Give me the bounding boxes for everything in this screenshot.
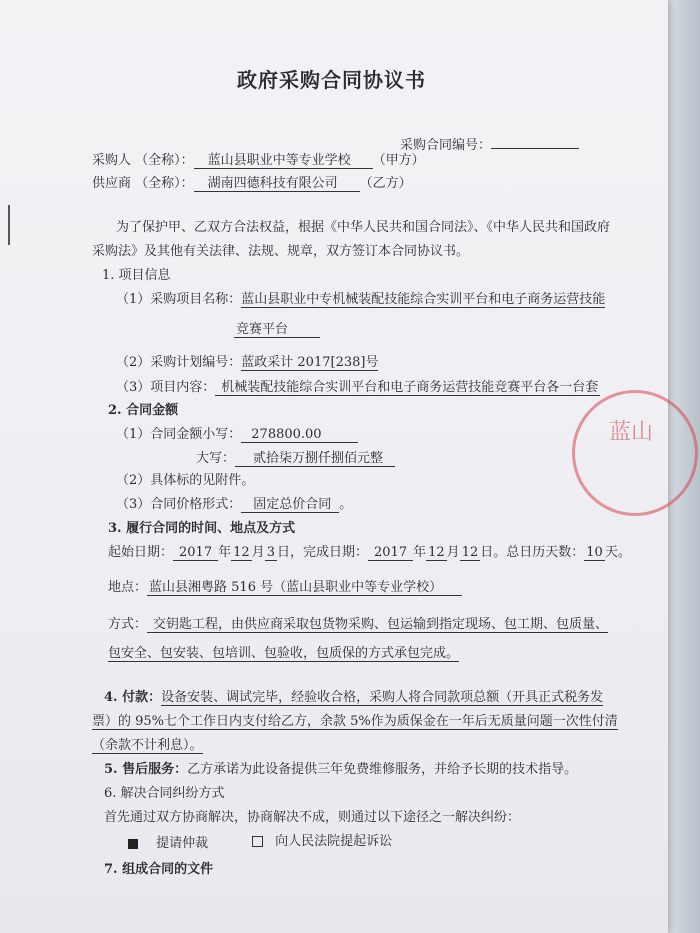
supplier-role: （乙方）	[359, 176, 412, 191]
section-5-heading: 5. 售后服务：	[104, 762, 188, 777]
checkbox-empty-icon	[252, 836, 263, 847]
contract-number-label: 采购合同编号：	[400, 138, 492, 153]
section-2-heading: 2. 合同金额	[108, 403, 179, 418]
amount-lower-row	[116, 427, 358, 443]
method-label: 方式：	[108, 617, 148, 632]
buyer-role: （甲方）	[372, 153, 425, 168]
amount-upper-value: 贰拾柒万捌仟捌佰元整	[235, 451, 395, 467]
place-row	[108, 580, 462, 596]
section-6-heading: 6. 解决合同纠纷方式	[104, 786, 225, 801]
method-line-2: 包安全、包安装、包培训、包验收，包质保的方式承包完成。	[108, 646, 460, 661]
official-seal: 蓝山	[572, 390, 698, 516]
plan-number-value: 蓝政采计 2017[238]号	[241, 355, 379, 370]
section-7-heading: 7. 组成合同的文件	[104, 862, 214, 877]
start-date-label: 起始日期：	[108, 545, 174, 560]
method-line-1: 交钥匙工程，由供应商采取包货物采购、包运输到指定现场、包工期、包质量、	[147, 617, 608, 633]
project-name-line-2: 竞赛平台	[234, 322, 320, 338]
amount-upper-label: 大写：	[196, 451, 236, 466]
dispute-text: 首先通过双方协商解决，协商解决不成，则通过以下途径之一解决纠纷：	[104, 810, 521, 825]
supplier-label: 供应商 （全称）：	[92, 176, 194, 191]
after-sales-text: 乙方承诺为此设备提供三年免费维修服务，并给予长期的技术指导。	[187, 762, 578, 777]
project-content-label: （3）项目内容：	[116, 380, 216, 395]
pen-mark	[8, 205, 10, 245]
section-1-heading: 1. 项目信息	[102, 268, 171, 283]
payment-line-1: 4. 付款：设备安装、调试完毕，经验收合格，采购人将合同款项总额（开具正式税务发	[104, 690, 604, 705]
buyer-label: 采购人 （全称）：	[92, 153, 194, 168]
supplier-row	[92, 176, 412, 192]
price-form-row: （3）合同价格形式： 固定总价合同 。	[116, 497, 353, 512]
intro-line-1: 为了保护甲、乙双方合法权益，根据《中华人民共和国合同法》、《中华人民共和国政府	[116, 220, 611, 235]
option-arbitration-label: 提请仲裁	[156, 836, 209, 851]
price-form-label: （3）合同价格形式：	[116, 497, 242, 512]
dates-row: 起始日期： 2017 年 12 月 3 日，完成日期： 2017 年 12 月 12 日。总日历天数： 10 天。	[108, 545, 631, 560]
project-name-row	[116, 292, 605, 308]
amount-lower-label: （1）合同金额小写：	[116, 427, 242, 442]
after-sales-row	[104, 762, 577, 778]
buyer-name: 蓝山县职业中等专业学校	[194, 153, 373, 169]
end-date-label: 完成日期：	[303, 545, 369, 560]
total-days-value: 10	[586, 545, 603, 560]
section-4-heading: 4. 付款：	[104, 690, 162, 705]
document-title: 政府采购合同协议书	[237, 68, 426, 92]
supplier-name: 湖南四德科技有限公司	[194, 176, 360, 192]
project-name-label: （1）采购项目名称：	[116, 292, 242, 307]
option-litigation-label: 向人民法院提起诉讼	[275, 834, 393, 849]
payment-line-3: （余款不计利息）。	[92, 738, 203, 753]
price-form-value: 固定总价合同	[241, 497, 339, 513]
section-3-heading: 3. 履行合同的时间、地点及方式	[108, 521, 296, 536]
place-label: 地点：	[108, 580, 148, 595]
plan-number-row	[116, 355, 378, 371]
checkbox-checked-icon	[128, 839, 138, 849]
option-arbitration	[128, 836, 208, 852]
project-content-value: 机械装配技能综合实训平台和电子商务运营技能竞赛平台各一台套	[215, 380, 600, 396]
place-value: 蓝山县湘粤路 516 号（蓝山县职业中等专业学校）	[147, 580, 462, 596]
plan-number-label: （2）采购计划编号：	[116, 355, 242, 370]
project-name-value: 蓝山县职业中专机械装配技能综合实训平台和电子商务运营技能	[241, 292, 606, 307]
total-days-label: 总日历天数：	[506, 545, 585, 560]
payment-line-2: 票）的 95%七个工作日内支付给乙方，余款 5%作为质保金在一年后无质量问题一次性付清	[92, 714, 618, 729]
project-content-row	[116, 380, 600, 396]
buyer-row	[92, 153, 425, 169]
attachment-note: （2）具体标的见附件。	[116, 473, 255, 488]
contract-number-value	[491, 148, 579, 149]
intro-line-2: 采购法》及其他有关法律、法规、规章，双方签订本合同协议书。	[92, 244, 470, 259]
amount-upper-row	[196, 451, 395, 467]
contract-number-row	[400, 138, 579, 154]
option-litigation	[252, 834, 392, 850]
amount-lower-value: 278800.00	[241, 427, 357, 443]
method-row	[108, 617, 608, 633]
